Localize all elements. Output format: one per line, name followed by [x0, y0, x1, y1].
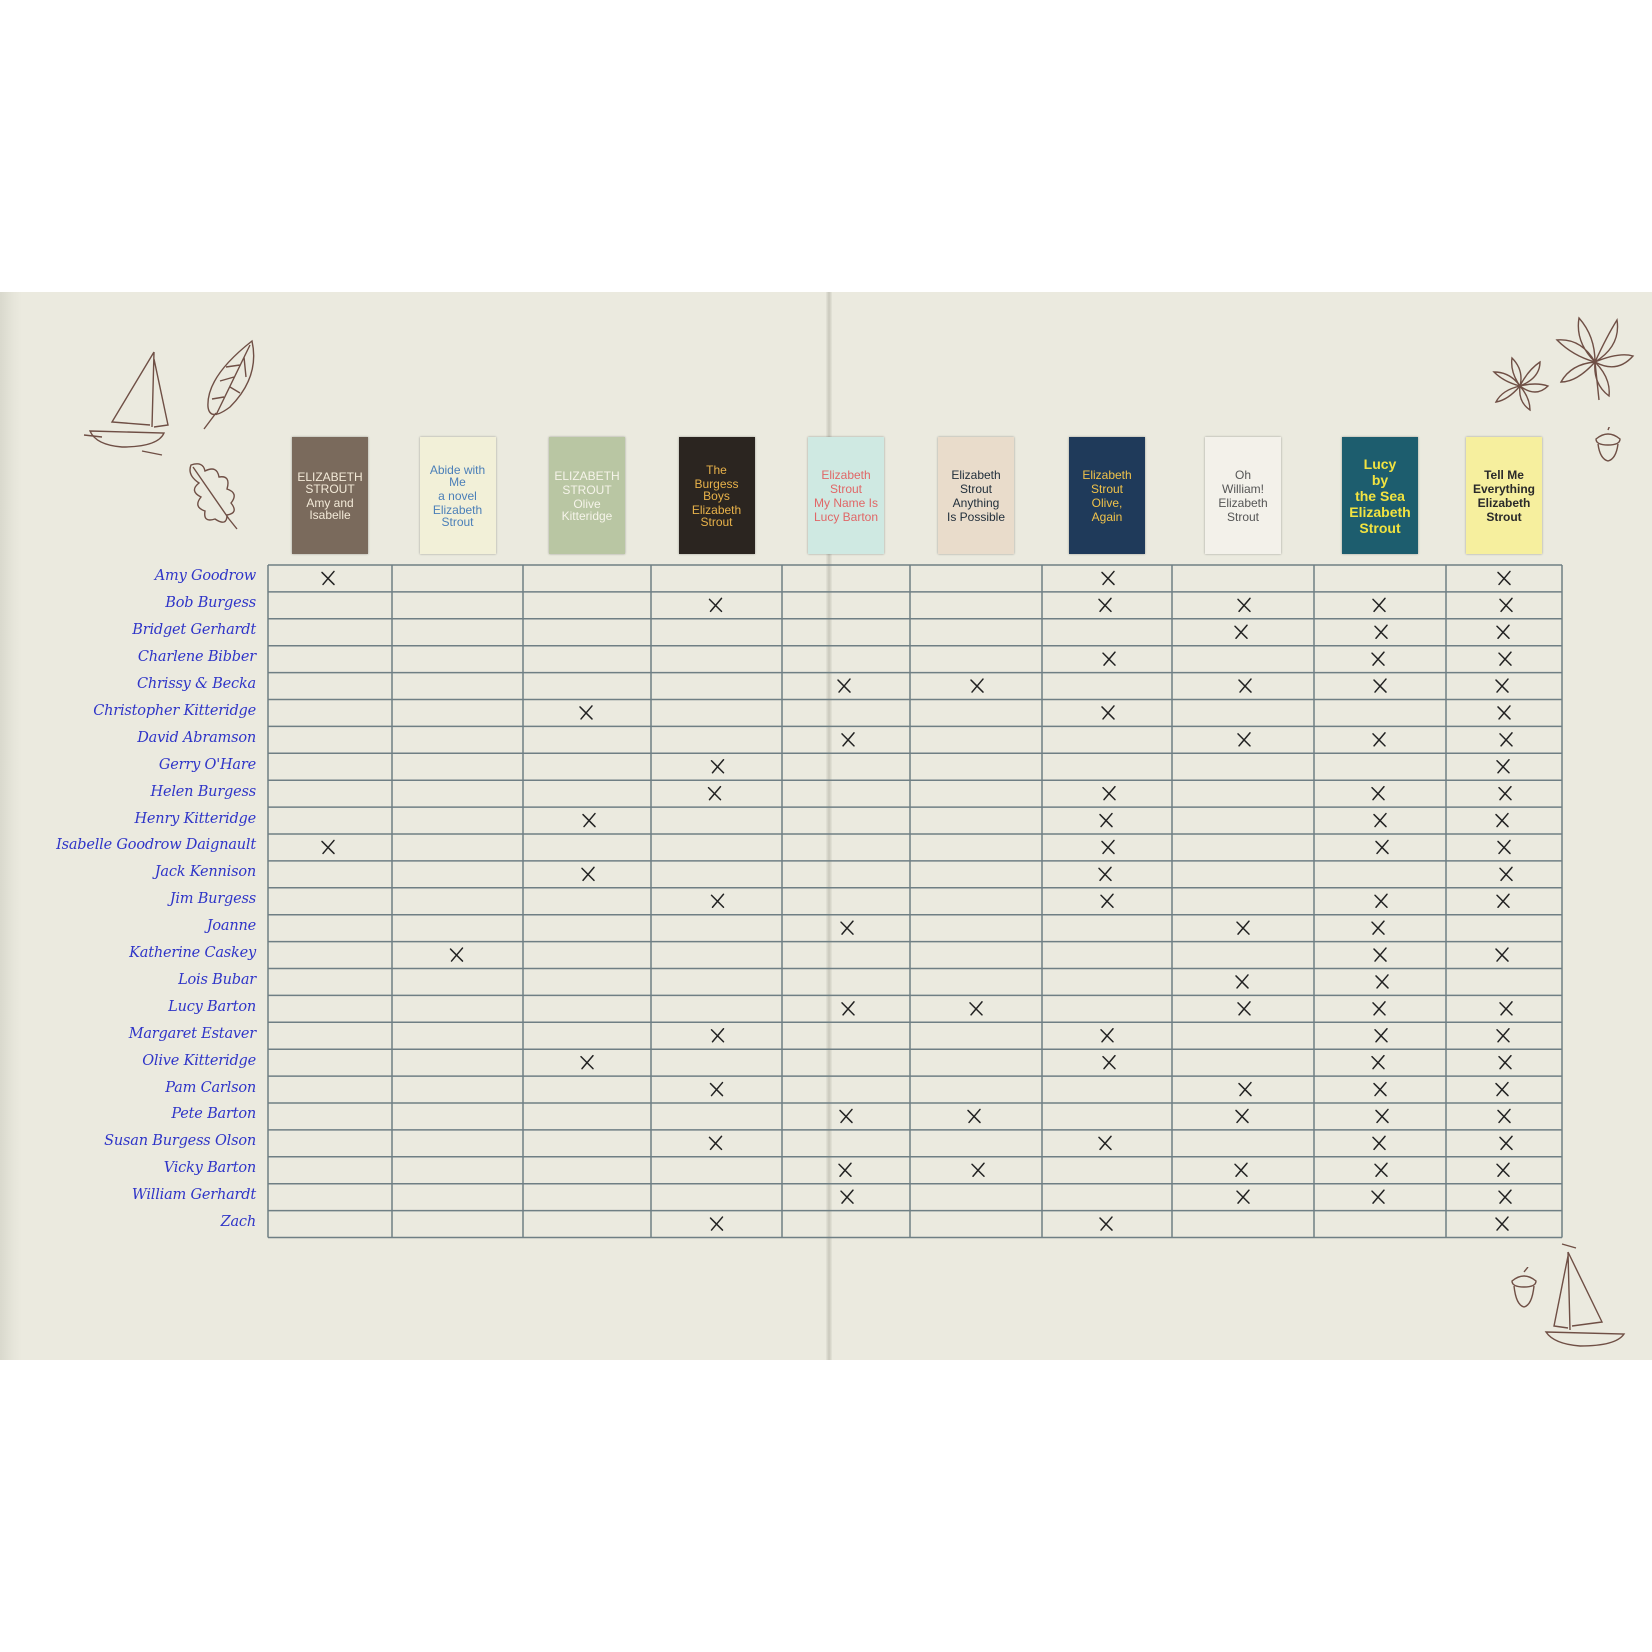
check-mark-x	[1236, 1109, 1248, 1122]
check-mark-x	[1375, 894, 1387, 907]
check-mark-x	[581, 1056, 593, 1069]
check-mark-x	[1103, 1056, 1115, 1069]
check-mark-x	[1496, 814, 1508, 827]
check-mark-x	[1497, 760, 1509, 773]
check-mark-x	[839, 1163, 851, 1176]
character-name: Jack Kennison	[154, 864, 256, 881]
check-mark-x	[712, 760, 724, 773]
check-mark-x	[583, 814, 595, 827]
character-name: Zach	[220, 1214, 256, 1231]
check-mark-x	[1372, 921, 1384, 934]
character-name: Amy Goodrow	[154, 568, 256, 585]
check-mark-x	[1239, 679, 1251, 692]
book-cover-text: Elizabeth	[1082, 467, 1132, 482]
character-name: Joanne	[206, 918, 256, 935]
book-cover-text: Strout	[1090, 481, 1123, 496]
book-cover-text: ELIZABETH	[554, 468, 620, 483]
book-cover-text: Elizabeth	[1218, 495, 1268, 510]
check-mark-x	[1374, 679, 1386, 692]
check-mark-x	[1099, 1136, 1111, 1149]
check-mark-x	[1496, 1217, 1508, 1230]
check-mark-x	[968, 1109, 980, 1122]
book-cover-text: William!	[1222, 481, 1264, 496]
check-mark-x	[1500, 733, 1512, 746]
book-cover-text: Is Possible	[946, 509, 1006, 524]
check-mark-x	[1497, 894, 1509, 907]
check-mark-x	[1375, 1029, 1387, 1042]
check-mark-x	[322, 571, 334, 584]
check-mark-x	[1102, 840, 1114, 853]
character-name: David Abramson	[137, 729, 256, 746]
check-mark-x	[1375, 1163, 1387, 1176]
book-cover-text: Strout	[1359, 519, 1401, 536]
check-mark-x	[1099, 598, 1111, 611]
check-mark-x	[1496, 1083, 1508, 1096]
check-mark-x	[1500, 1002, 1512, 1015]
check-mark-x	[841, 1190, 853, 1203]
book-cover-text: Everything	[1472, 481, 1535, 496]
check-mark-x	[838, 679, 850, 692]
check-mark-x	[971, 679, 983, 692]
check-mark-x	[1499, 1190, 1511, 1203]
check-mark-x	[1497, 1029, 1509, 1042]
character-name: Chrissy & Becka	[137, 676, 256, 693]
book-cover-text: The	[706, 462, 727, 477]
check-mark-x	[842, 1002, 854, 1015]
check-mark-x	[1374, 814, 1386, 827]
check-mark-x	[1100, 1217, 1112, 1230]
check-mark-x	[1498, 571, 1510, 584]
check-mark-x	[1497, 625, 1509, 638]
character-name: Charlene Bibber	[137, 649, 256, 666]
check-mark-x	[709, 787, 721, 800]
check-mark-x	[711, 1083, 723, 1096]
book-cover-text: Elizabeth	[951, 467, 1001, 482]
check-mark-x	[970, 1002, 982, 1015]
check-mark-x	[1235, 1163, 1247, 1176]
check-mark-x	[1375, 625, 1387, 638]
check-mark-x	[1500, 598, 1512, 611]
check-mark-x	[582, 867, 594, 880]
check-mark-x	[841, 921, 853, 934]
character-name: Helen Burgess	[150, 783, 256, 800]
check-mark-x	[1373, 598, 1385, 611]
check-mark-x	[1500, 1136, 1512, 1149]
check-mark-x	[1372, 652, 1384, 665]
check-mark-x	[1373, 1002, 1385, 1015]
check-mark-x	[1496, 679, 1508, 692]
character-name: Pete Barton	[171, 1106, 256, 1123]
check-mark-x	[1101, 1029, 1113, 1042]
check-mark-x	[1236, 975, 1248, 988]
book-cover-text: Oh	[1234, 467, 1251, 482]
check-mark-x	[842, 733, 854, 746]
check-mark-x	[710, 1136, 722, 1149]
book-cover-text: Amy and Isabelle	[306, 495, 354, 522]
check-mark-x	[972, 1163, 984, 1176]
character-name: Bob Burgess	[165, 595, 256, 612]
character-name: Katherine Caskey	[129, 945, 256, 962]
check-mark-x	[322, 840, 334, 853]
check-mark-x	[1376, 1109, 1388, 1122]
character-name: Christopher Kitteridge	[93, 702, 256, 719]
check-mark-x	[1103, 652, 1115, 665]
check-mark-x	[1376, 975, 1388, 988]
character-name: Lucy Barton	[168, 998, 256, 1015]
book-cover-text: Abide with Me	[429, 462, 486, 489]
check-mark-x	[1239, 1083, 1251, 1096]
book-cover-text: Strout	[1226, 509, 1259, 524]
check-mark-x	[1499, 1056, 1511, 1069]
book-cover-text: Again	[1091, 509, 1123, 524]
check-mark-x	[1238, 733, 1250, 746]
check-mark-x	[1237, 921, 1249, 934]
check-mark-x	[1372, 787, 1384, 800]
check-mark-x	[580, 706, 592, 719]
character-name: Bridget Gerhardt	[132, 622, 256, 639]
book-cover-text: STROUT	[562, 482, 612, 497]
book-cover-text: a novel	[438, 488, 477, 503]
book-cover-text: Strout	[829, 481, 862, 496]
check-mark-x	[1235, 625, 1247, 638]
check-mark-x	[1500, 867, 1512, 880]
check-mark-x	[1498, 840, 1510, 853]
check-mark-x	[1100, 814, 1112, 827]
book-cover-text: Elizabeth	[1477, 495, 1531, 510]
character-name: Olive Kitteridge	[142, 1052, 256, 1069]
character-name: Gerry O'Hare	[158, 756, 256, 773]
book-cover-text: Elizabeth	[1349, 503, 1411, 520]
check-mark-x	[1499, 787, 1511, 800]
book-cover-text: Olive Kitteridge	[561, 496, 613, 523]
character-name: Henry Kitteridge	[134, 810, 256, 827]
check-mark-x	[1373, 1136, 1385, 1149]
check-mark-x	[1238, 1002, 1250, 1015]
check-mark-x	[712, 1029, 724, 1042]
check-mark-x	[1374, 948, 1386, 961]
character-name: Margaret Estaver	[128, 1025, 256, 1042]
book-cover-text: My Name Is	[813, 495, 878, 510]
book-cover-text: by	[1371, 471, 1389, 488]
character-name: Susan Burgess Olson	[104, 1133, 256, 1150]
book-cover-text: the Sea	[1355, 487, 1405, 504]
book-cover-text: Elizabeth Strout	[691, 502, 742, 529]
character-name: Jim Burgess	[169, 891, 256, 908]
check-mark-x	[1238, 598, 1250, 611]
check-mark-x	[1102, 706, 1114, 719]
book-cover-text: Elizabeth	[821, 467, 871, 482]
book-cover-text: Olive,	[1091, 495, 1123, 510]
book-cover-text: Lucy	[1363, 455, 1397, 472]
check-mark-x	[451, 948, 463, 961]
character-name: Isabelle Goodrow Daignault	[56, 837, 256, 854]
book-cover-text: Tell Me	[1484, 467, 1524, 482]
check-mark-x	[1496, 948, 1508, 961]
book-cover-text: Anything	[952, 495, 1000, 510]
check-mark-x	[1101, 894, 1113, 907]
check-mark-x	[840, 1109, 852, 1122]
book-cover-text: ELIZABETH STROUT	[297, 469, 363, 496]
character-name: Pam Carlson	[165, 1079, 256, 1096]
character-name: Vicky Barton	[163, 1160, 256, 1177]
check-mark-x	[1237, 1190, 1249, 1203]
check-mark-x	[1373, 733, 1385, 746]
check-mark-x	[1103, 787, 1115, 800]
check-mark-x	[1499, 652, 1511, 665]
check-mark-x	[1376, 840, 1388, 853]
check-mark-x	[1374, 1083, 1386, 1096]
character-name: William Gerhardt	[131, 1187, 256, 1204]
book-cover-text: Burgess Boys	[694, 476, 739, 503]
book-cover-text: Lucy Barton	[813, 509, 879, 524]
check-mark-x	[711, 1217, 723, 1230]
check-mark-x	[1102, 571, 1114, 584]
character-name: Lois Bubar	[178, 971, 256, 988]
book-cover-text: Elizabeth Strout	[432, 502, 483, 529]
check-mark-x	[1497, 1163, 1509, 1176]
check-mark-x	[1372, 1056, 1384, 1069]
book-cover-text: Strout	[959, 481, 992, 496]
book-cover-text: Strout	[1486, 509, 1522, 524]
check-mark-x	[1498, 706, 1510, 719]
check-mark-x	[1372, 1190, 1384, 1203]
check-mark-x	[710, 598, 722, 611]
check-mark-x	[1498, 1109, 1510, 1122]
check-mark-x	[1099, 867, 1111, 880]
check-mark-x	[712, 894, 724, 907]
